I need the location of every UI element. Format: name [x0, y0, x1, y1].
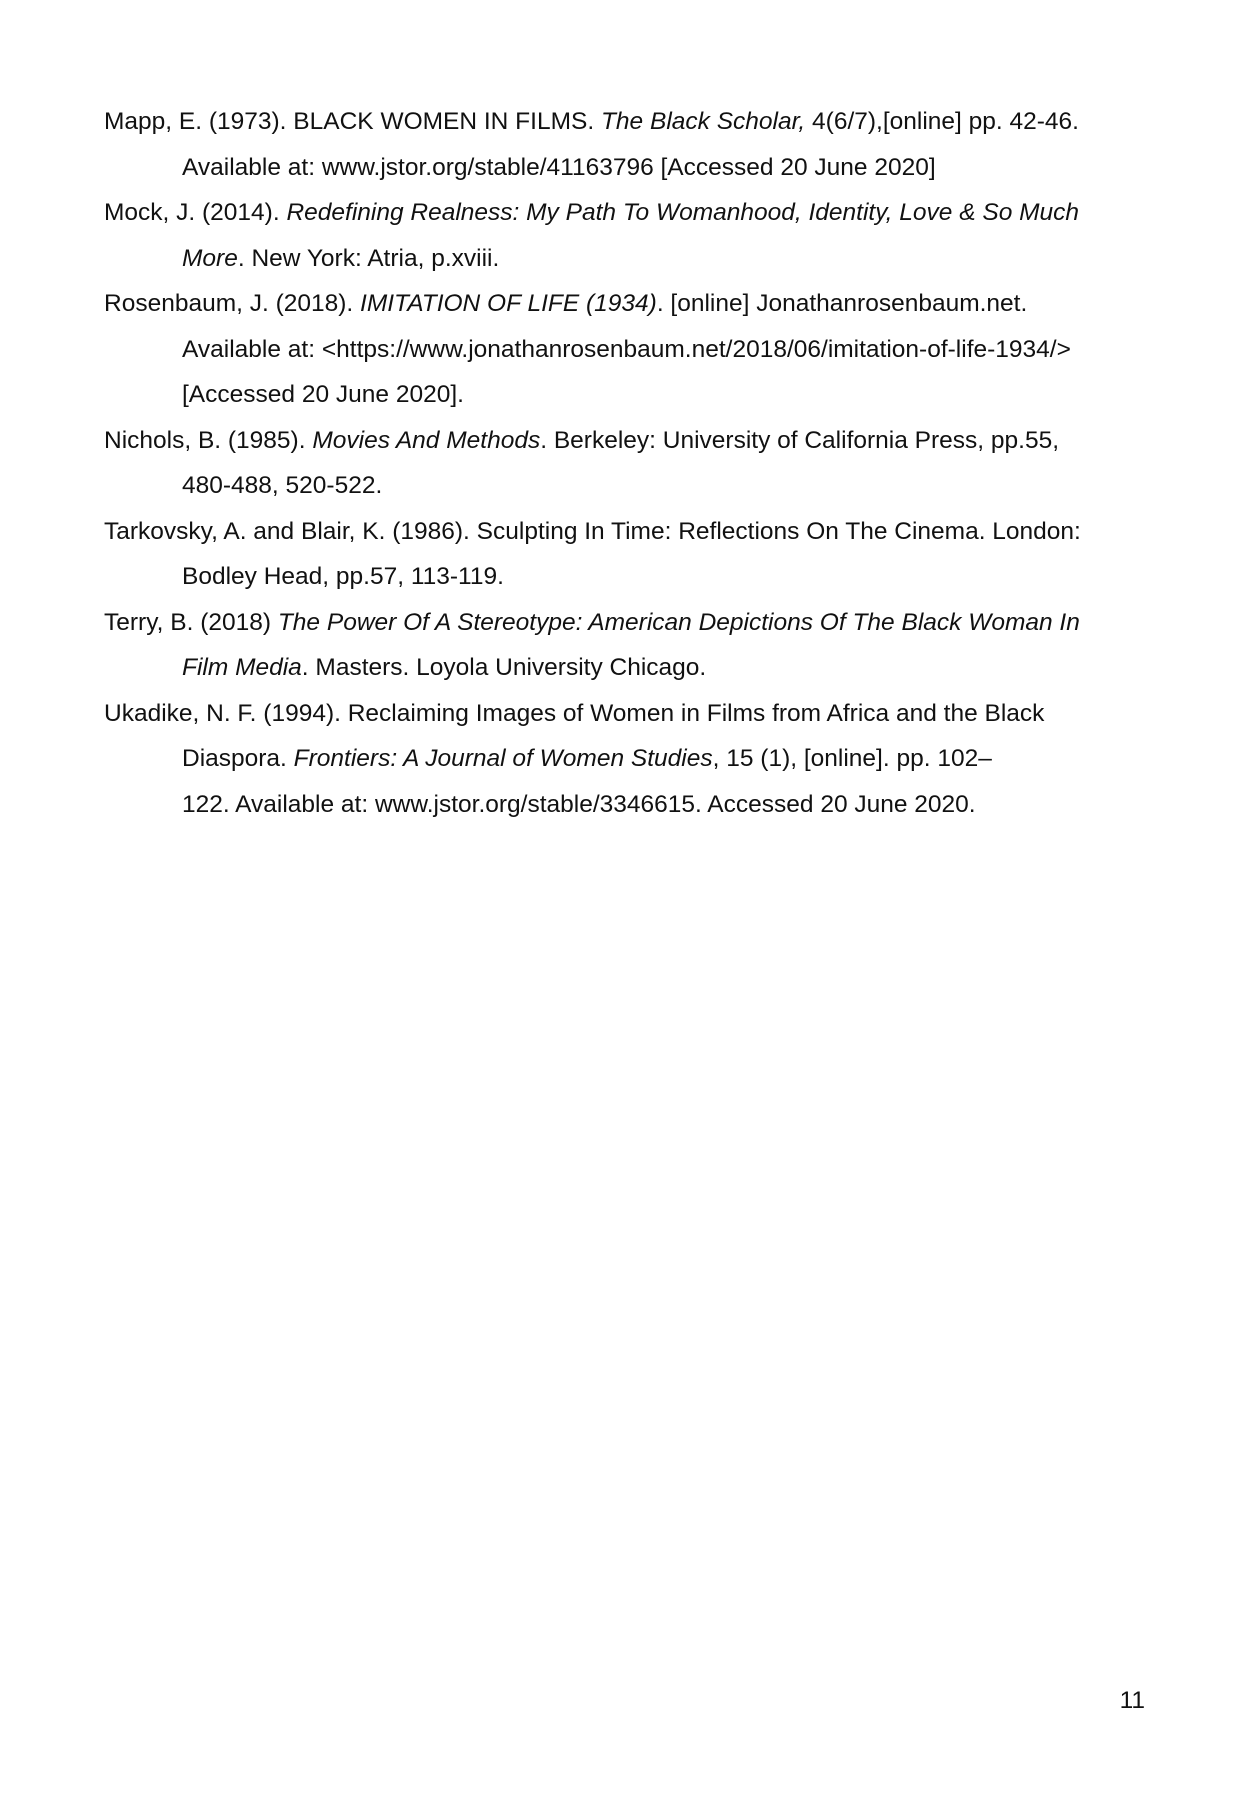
reference-text: , 15 (1), [online]. pp. 102–: [712, 745, 992, 772]
reference-text: Rosenbaum, J. (2018).: [104, 290, 361, 317]
reference-text: Terry, B. (2018): [104, 608, 278, 636]
reference-list: [104, 99, 1164, 827]
reference-entry-mapp: [104, 99, 1164, 190]
reference-text: Diaspora.: [182, 745, 294, 772]
reference-entry-tarkovsky: [104, 509, 1164, 600]
reference-text: . Masters. Loyola University Chicago.: [301, 654, 707, 681]
reference-journal-title: Frontiers: A Journal of Women Studies: [293, 745, 713, 772]
reference-book-title: Redefining Realness: My Path To Womanhood, Identity, Love & So Much: [286, 199, 1080, 226]
reference-text: . New York: Atria, p.xviii.: [237, 244, 500, 272]
reference-article-title: IMITATION OF LIFE (1934): [360, 290, 657, 317]
reference-entry-terry: [104, 600, 1164, 691]
reference-text: 4(6/7),[online] pp. 42-46.: [805, 108, 1079, 135]
reference-entry-nichols: [104, 418, 1164, 509]
reference-book-title: Movies And Methods: [312, 426, 541, 454]
reference-text: Mock, J. (2014).: [104, 199, 287, 226]
reference-text: Available at: www.jstor.org/stable/41163796 [Accessed 20 June 2020]: [182, 153, 936, 181]
reference-text: Mapp, E. (1973). BLACK WOMEN IN FILMS.: [104, 108, 601, 135]
reference-text: 122. Available at: www.jstor.org/stable/3346615. Accessed 20 June 2020.: [182, 790, 976, 818]
page-number: 11: [1119, 1687, 1145, 1714]
reference-entry-rosenbaum: [104, 281, 1164, 418]
reference-thesis-title: Film Media: [182, 654, 302, 681]
reference-book-title: More: [182, 244, 238, 272]
reference-journal-title: The Black Scholar,: [600, 108, 806, 135]
reference-url: Available at: <https://www.jonathanrosenbaum.net/2018/06/imitation-of-life-1934/>: [182, 335, 1071, 363]
reference-text: Tarkovsky, A. and Blair, K. (1986). Sculpting In Time: Reflections On The Cinema. London:: [104, 517, 1081, 545]
reference-entry-mock: [104, 190, 1164, 281]
reference-text: Ukadike, N. F. (1994). Reclaiming Images of Women in Films from Africa and the Black: [104, 699, 1045, 727]
reference-text: 480-488, 520-522.: [182, 472, 383, 499]
reference-text: Bodley Head, pp.57, 113-119.: [182, 563, 504, 590]
reference-thesis-title: The Power Of A Stereotype: American Depictions Of The Black Woman In: [277, 608, 1080, 636]
reference-text: . [online] Jonathanrosenbaum.net.: [656, 290, 1028, 317]
reference-text: . Berkeley: University of California Press, pp.55,: [540, 426, 1060, 454]
reference-text: [Accessed 20 June 2020].: [182, 381, 464, 408]
reference-entry-ukadike: [104, 691, 1164, 828]
reference-text: Nichols, B. (1985).: [104, 426, 313, 454]
